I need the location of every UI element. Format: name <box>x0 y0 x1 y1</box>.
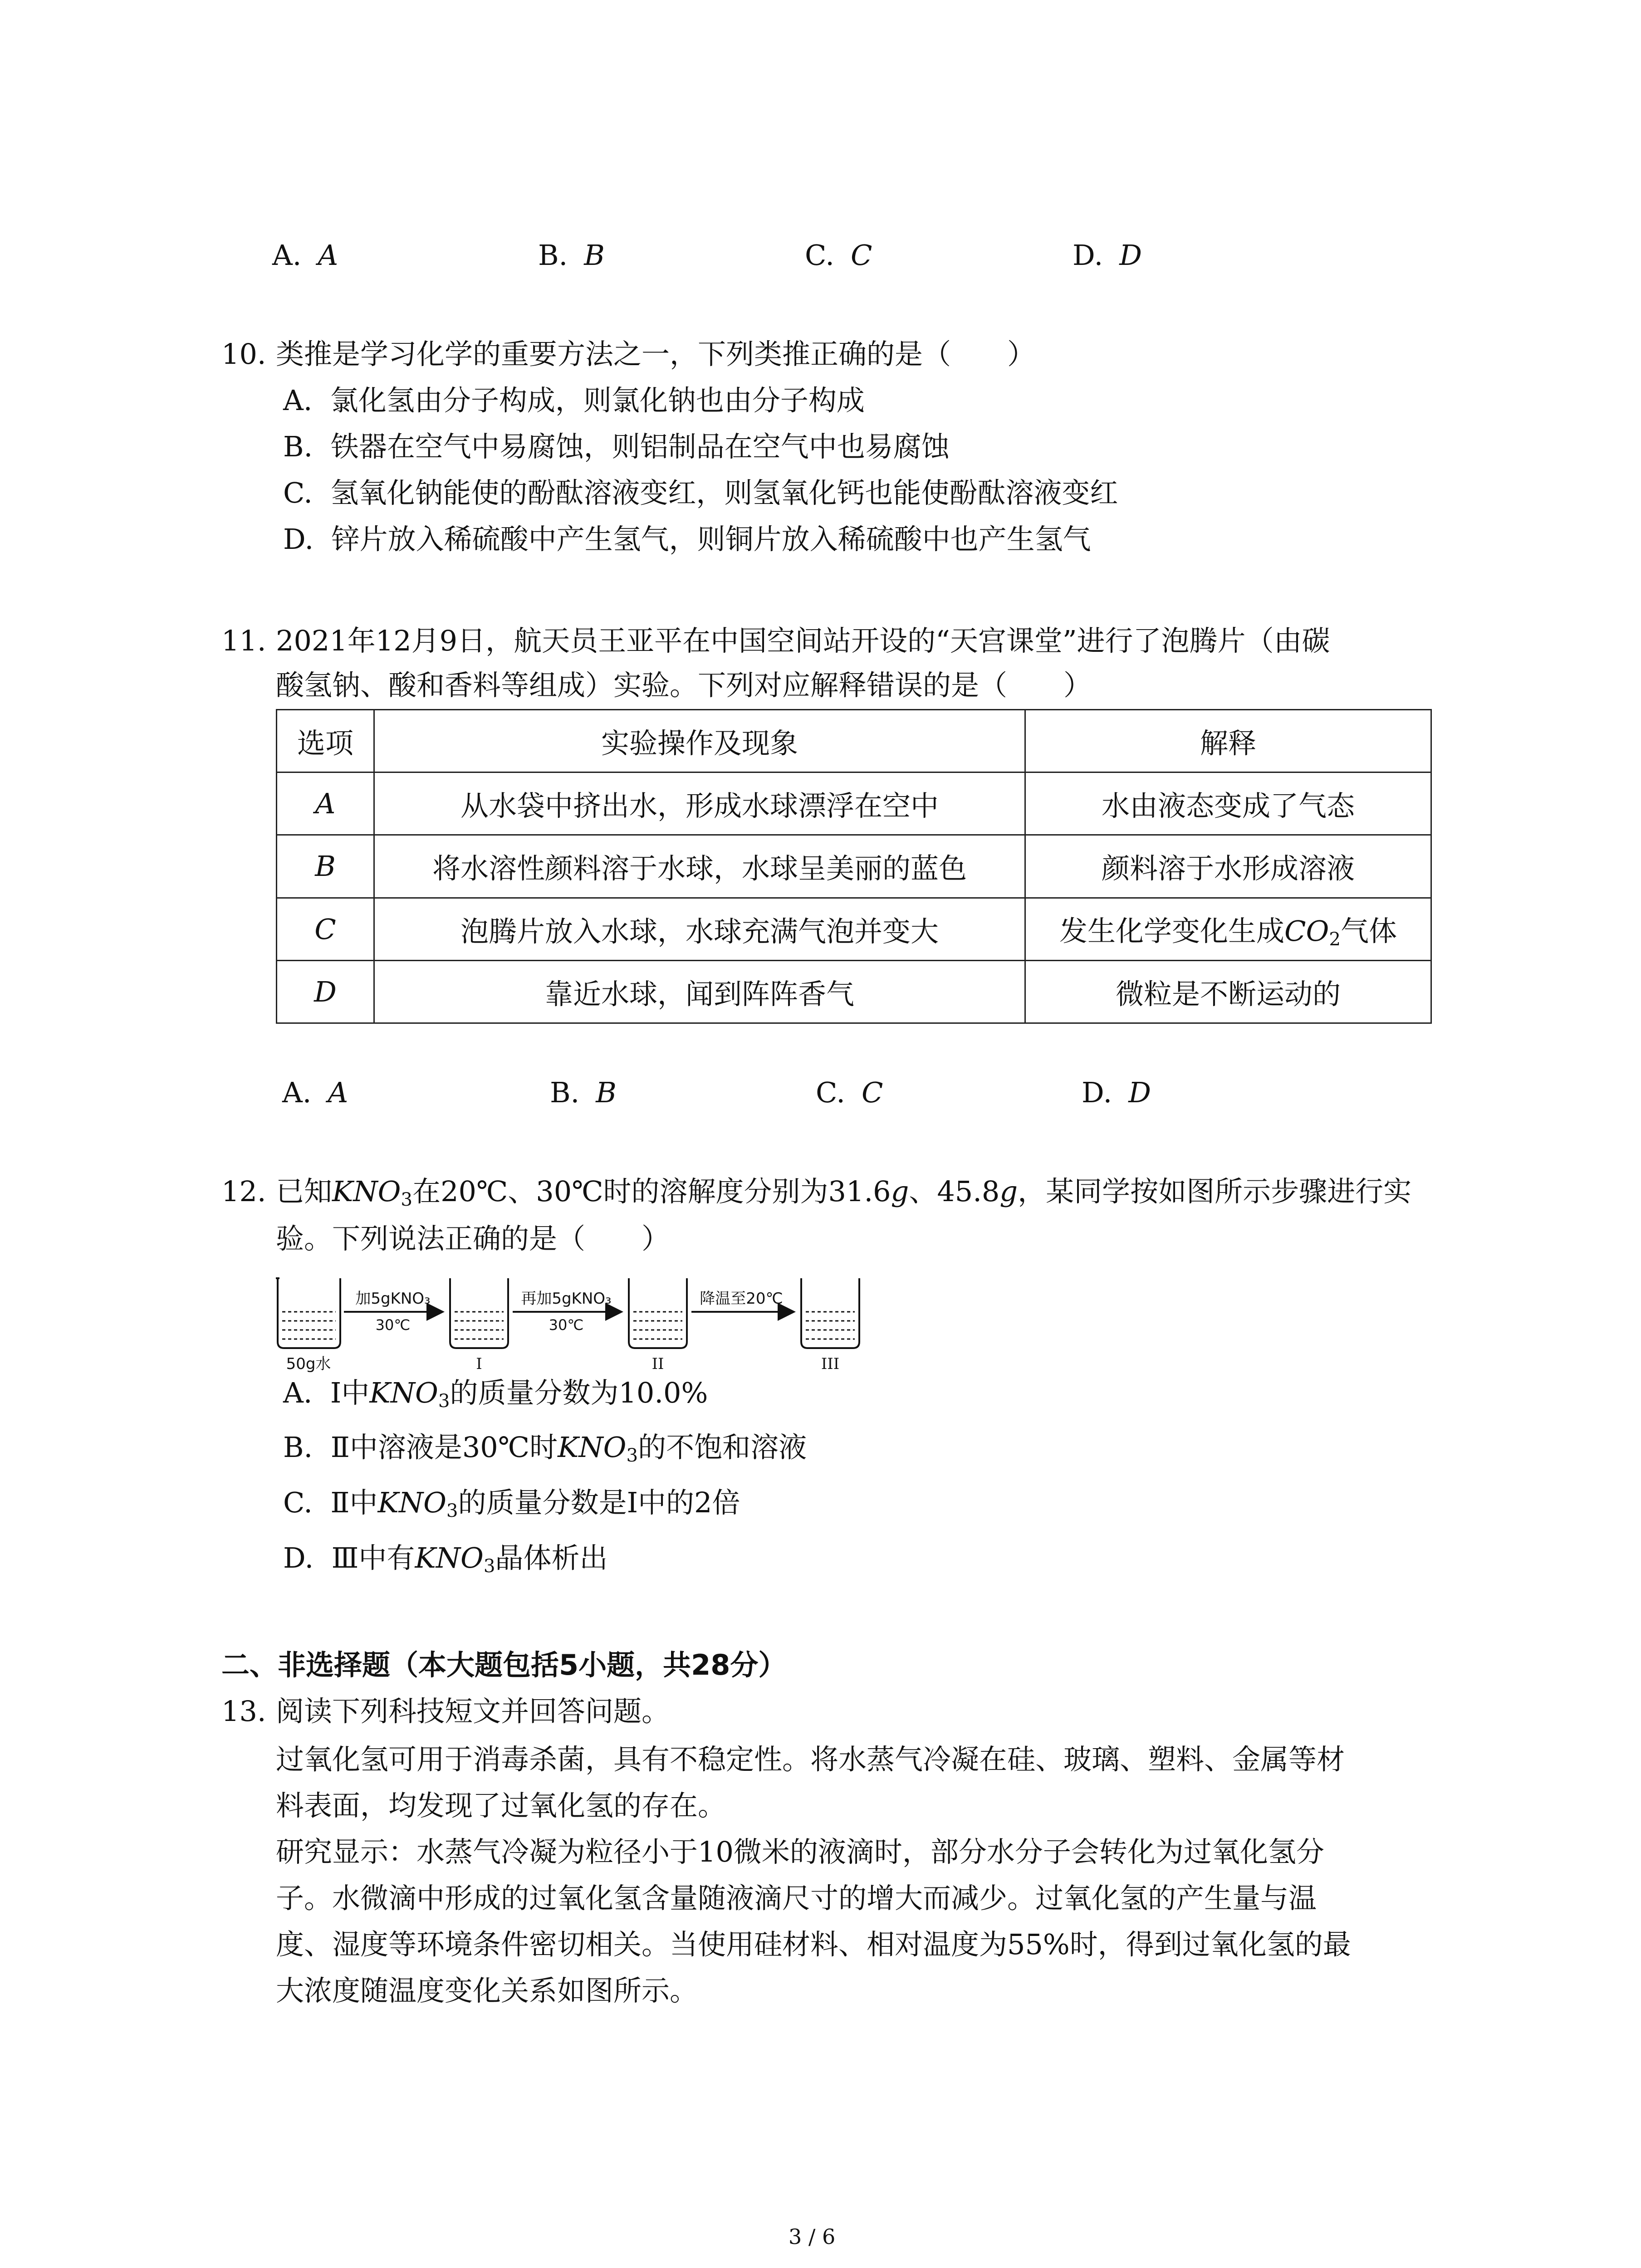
table-cell-option: A <box>277 772 374 835</box>
q13-stem: 阅读下列科技短文并回答问题。 <box>276 1695 670 1728</box>
table-header-option: 选项 <box>277 710 374 772</box>
q11-table <box>276 709 1432 1024</box>
q12-option-d: D. Ⅲ中有$KNO_3$晶体析出 <box>283 1541 608 1577</box>
q10-option-d: D. 锌片放入稀硫酸中产生氢气，则铜片放入稀硫酸中也产生氢气 <box>283 523 1091 556</box>
page-number: 3 / 6 <box>789 2224 836 2249</box>
q12-stem-line2: 验。下列说法正确的是（ ） <box>276 1222 670 1255</box>
q10-stem: 类推是学习化学的重要方法之一，下列类推正确的是（ ） <box>276 337 1036 371</box>
table-row <box>277 772 1431 835</box>
table-header-row <box>277 710 1431 772</box>
beaker-2-label: II <box>652 1355 664 1373</box>
table-cell-explanation: 水由液态变成了气态 <box>1025 772 1431 835</box>
q11-stem-line2: 酸氢钠、酸和香料等组成）实验。下列对应解释错误的是（ ） <box>276 669 1092 702</box>
q12-option-a: A. Ⅰ中$KNO_3$的质量分数为10.0% <box>283 1376 708 1412</box>
q12-experiment-figure <box>272 1270 871 1374</box>
section-2-heading: 二、非选择题（本大题包括5小题，共28分） <box>221 1648 787 1681</box>
table-cell-explanation: 颜料溶于水形成溶液 <box>1025 835 1431 898</box>
step-1-bottom-label: 30℃ <box>375 1316 411 1334</box>
q10-option-b: B. 铁器在空气中易腐蚀，则铝制品在空气中也易腐蚀 <box>283 430 950 463</box>
table-header-operation: 实验操作及现象 <box>374 710 1025 772</box>
step-1-top-label: 加5gKNO₃ <box>355 1290 431 1308</box>
q10-option-a: A. 氯化氢由分子构成，则氯化钠也由分子构成 <box>283 384 865 417</box>
table-cell-operation: 从水袋中挤出水，形成水球漂浮在空中 <box>374 772 1025 835</box>
q11-option-a: A. A <box>282 1076 348 1109</box>
step-3-top-label: 降温至20℃ <box>700 1290 783 1308</box>
q13-para1-line2: 料表面，均发现了过氧化氢的存在。 <box>276 1789 726 1822</box>
q12-stem-line1: 已知$KNO_3$在20℃、30℃时的溶解度分别为31.6g、45.8g，某同学按如图所示步骤进行实 <box>276 1175 1412 1211</box>
beaker-0-label: 50g水 <box>286 1355 331 1373</box>
table-header-explanation: 解释 <box>1025 710 1431 772</box>
beaker-0 <box>276 1278 340 1348</box>
q10-number: 10. <box>221 337 266 371</box>
q13-para2-line1: 研究显示：水蒸气冷凝为粒径小于10微米的液滴时，部分水分子会转化为过氧化氢分 <box>276 1835 1324 1868</box>
q11-option-c: C. C <box>816 1076 883 1109</box>
table-cell-explanation: 发生化学变化生成$CO_2$气体 <box>1025 898 1431 960</box>
step-2-bottom-label: 30℃ <box>549 1316 584 1334</box>
table-row <box>277 960 1431 1023</box>
q9-option-b: B. B <box>538 239 605 272</box>
q11-option-b: B. B <box>550 1076 617 1109</box>
q13-number: 13. <box>221 1695 266 1728</box>
q9-option-d: D. D <box>1073 239 1142 272</box>
q11-option-d: D. D <box>1082 1076 1151 1109</box>
q11-number: 11. <box>221 624 266 657</box>
beaker-3 <box>801 1278 859 1348</box>
q13-para2-line3: 度、湿度等环境条件密切相关。当使用硅材料、相对温度为55%时，得到过氧化氢的最 <box>276 1928 1351 1961</box>
q13-para2-line2: 子。水微滴中形成的过氧化氢含量随液滴尺寸的增大而减少。过氧化氢的产生量与温 <box>276 1882 1317 1915</box>
table-cell-option: C <box>277 898 374 960</box>
q13-para1-line1: 过氧化氢可用于消毒杀菌，具有不稳定性。将水蒸气冷凝在硅、玻璃、塑料、金属等材 <box>276 1743 1345 1776</box>
beaker-1-label: I <box>476 1355 482 1373</box>
q12-option-b: B. Ⅱ中溶液是30℃时$KNO_3$的不饱和溶液 <box>283 1431 807 1466</box>
beaker-3-label: III <box>821 1355 840 1373</box>
table-cell-option: D <box>277 960 374 1023</box>
table-row <box>277 835 1431 898</box>
table-cell-option: B <box>277 835 374 898</box>
q9-option-a: A. A <box>272 239 338 272</box>
q12-option-c: C. Ⅱ中$KNO_3$的质量分数是Ⅰ中的2倍 <box>283 1486 740 1522</box>
table-cell-operation: 将水溶性颜料溶于水球，水球呈美丽的蓝色 <box>374 835 1025 898</box>
table-cell-explanation: 微粒是不断运动的 <box>1025 960 1431 1023</box>
beaker-2 <box>629 1278 687 1348</box>
q13-para2-line4: 大浓度随温度变化关系如图所示。 <box>276 1974 698 2007</box>
q12-number: 12. <box>221 1175 266 1208</box>
table-cell-operation: 靠近水球，闻到阵阵香气 <box>374 960 1025 1023</box>
beaker-1 <box>450 1278 508 1348</box>
step-2-top-label: 再加5gKNO₃ <box>521 1290 612 1308</box>
q10-option-c: C. 氢氧化钠能使的酚酞溶液变红，则氢氧化钙也能使酚酞溶液变红 <box>283 476 1118 509</box>
table-cell-operation: 泡腾片放入水球，水球充满气泡并变大 <box>374 898 1025 960</box>
table-row <box>277 898 1431 960</box>
q11-stem-line1: 2021年12月9日，航天员王亚平在中国空间站开设的“天宫课堂”进行了泡腾片（由碳 <box>276 624 1330 657</box>
q9-option-c: C. C <box>805 239 872 272</box>
